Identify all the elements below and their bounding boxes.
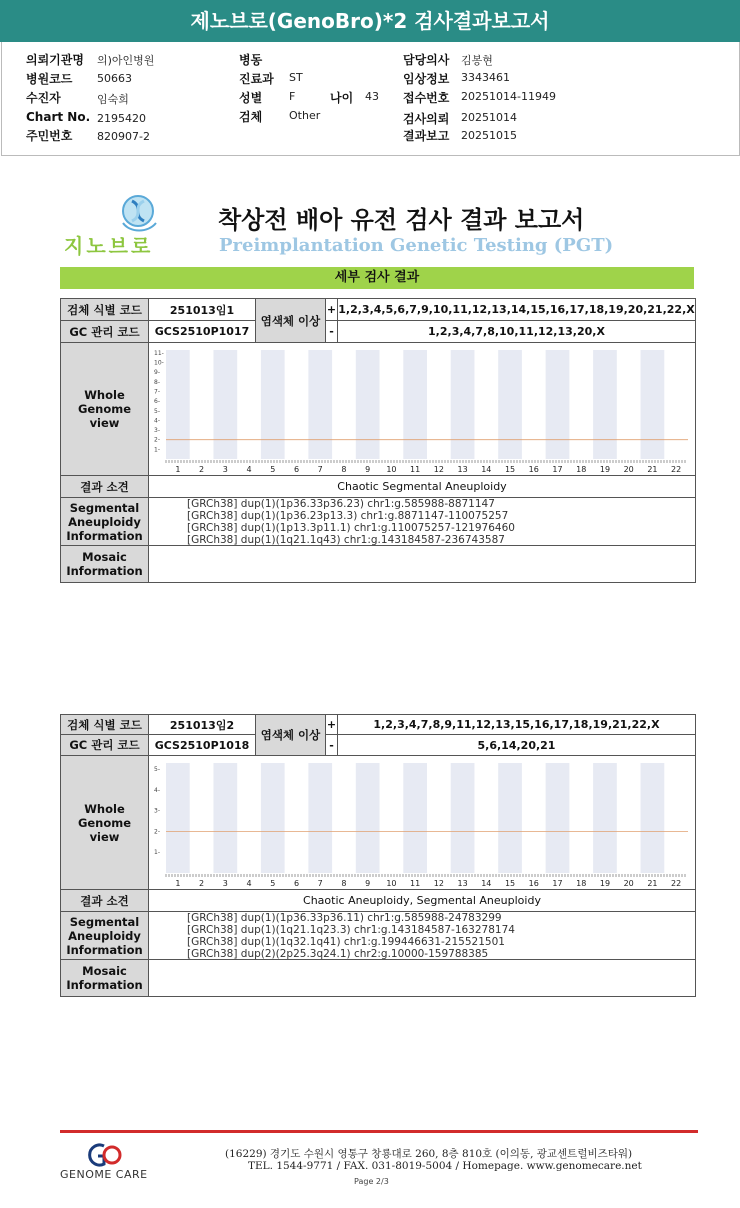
specimen-id-label: 검체 식별 코드 [61,715,149,735]
company-name: GENOME CARE [60,1168,148,1181]
chromosome-abnormality-label: 염색체 이상 [256,715,326,756]
x-tick-label: 5 [270,878,276,888]
x-tick-label: 15 [504,878,516,888]
x-tick-label: 16 [528,878,539,888]
result-label: 결과 소견 [61,890,149,912]
loss-chromosomes: 1,2,3,4,7,8,10,11,12,13,20,X [338,321,695,343]
label-sex: 성별 [239,91,263,105]
chromosome-band [213,350,237,459]
x-tick-label: 2 [199,464,205,474]
label-receipt-no: 접수번호 [403,91,450,105]
chromosome-band [451,763,475,873]
chromosome-band [498,350,522,459]
chromosome-band [356,350,380,459]
x-tick-label: 3 [222,464,228,474]
label-ward: 병동 [239,53,263,67]
x-tick-label: 8 [341,464,347,474]
value-collector: 임숙희 [97,93,129,106]
y-tick-label: 5- [154,407,160,415]
chromosome-band [451,350,475,459]
x-tick-label: 4 [246,464,252,474]
whole-genome-plot-cell [149,756,695,890]
chromosome-band [641,763,665,873]
segmental-label: Segmental Aneuploidy Information [61,912,149,960]
whole-genome-plot [150,757,694,889]
segmental-label: Segmental Aneuploidy Information [61,498,149,546]
genome-care-logo-icon [84,1142,126,1168]
section-title-bar: 세부 검사 결과 [60,267,694,289]
x-tick-label: 18 [576,878,587,888]
chromosome-band [166,763,190,873]
chromosome-band [593,763,617,873]
whole-genome-view-label: Whole Genome view [61,756,149,890]
x-tick-label: 14 [481,878,492,888]
loss-sign: - [326,735,338,756]
chromosome-band [593,350,617,459]
label-collector: 수진자 [26,91,61,105]
label-age: 나이 [330,91,354,105]
x-tick-label: 10 [386,878,397,888]
segmental-info [149,912,695,960]
segmental-line: [GRCh38] dup(1)(1p36.23p13.3) chr1:g.8871147-110075257 [187,509,509,522]
value-chart-no: 2195420 [97,112,146,125]
sample-table-2 [60,714,696,997]
x-tick-label: 11 [410,878,421,888]
value-resident-no: 820907-2 [97,130,150,143]
value-department: ST [289,71,303,84]
x-tick-label: 18 [576,464,587,474]
gc-code-label: GC 관리 코드 [61,735,149,756]
x-tick-label: 8 [341,878,347,888]
x-tick-label: 19 [599,878,611,888]
y-tick-label: 8- [154,378,160,386]
x-tick-label: 20 [623,464,634,474]
y-tick-label: 2- [154,436,160,444]
segmental-line: [GRCh38] dup(1)(1p36.33p36.11) chr1:g.585988-24783299 [187,911,502,924]
company-contact: TEL. 1544-9771 / FAX. 031-8019-5004 / Homepage. www.genomecare.net [248,1160,642,1172]
value-age: 43 [365,90,379,103]
segmental-line: [GRCh38] dup(1)(1q32.1q41) chr1:g.199446631-215521501 [187,935,505,948]
chromosome-band [641,350,665,459]
specimen-id-label: 검체 식별 코드 [61,299,149,321]
company-address: (16229) 경기도 수원시 영통구 창룡대로 260, 8층 810호 (이의동, 광교센트럴비즈타워) [225,1148,633,1160]
y-tick-label: 4- [154,416,160,424]
chromosome-abnormality-label: 염색체 이상 [256,299,326,343]
chromosome-band [261,350,285,459]
page-number: Page 2/3 [354,1177,389,1186]
chromosome-band [213,763,237,873]
result-label: 결과 소견 [61,476,149,498]
x-tick-label: 13 [457,464,468,474]
x-tick-label: 1 [175,878,181,888]
gain-chromosomes: 1,2,3,4,7,8,9,11,12,13,15,16,17,18,19,21,22,X [338,715,695,735]
loss-chromosomes: 5,6,14,20,21 [338,735,695,756]
value-doctor: 김봉현 [461,54,493,67]
x-tick-label: 10 [386,464,397,474]
x-tick-label: 6 [293,464,300,474]
y-tick-label: 7- [154,387,160,395]
value-specimen: Other [289,109,321,122]
whole-genome-view-label: Whole Genome view [61,343,149,476]
segmental-line: [GRCh38] dup(1)(1q21.1q23.3) chr1:g.143184587-163278174 [187,923,515,936]
chromosome-band [166,350,190,459]
x-tick-label: 9 [365,464,371,474]
y-tick-label: 1- [154,848,160,856]
dna-logo-icon [118,193,158,233]
gc-code-value: GCS2510P1018 [149,735,256,756]
label-report-date: 결과보고 [403,129,450,143]
report-header-title: 제노브로(GenoBro)*2 검사결과보고서 [0,0,740,42]
segmental-info [149,498,695,546]
x-tick-label: 7 [317,464,323,474]
x-tick-label: 2 [199,878,205,888]
result-value: Chaotic Segmental Aneuploidy [149,476,695,498]
value-request-date: 20251014 [461,111,517,124]
segmental-line: [GRCh38] dup(2)(2p25.3q24.1) chr2:g.10000-159788385 [187,947,489,960]
chromosome-band [546,350,570,459]
value-sex: F [289,90,296,103]
x-tick-label: 13 [457,878,468,888]
segmental-line: [GRCh38] dup(1)(1p36.33p36.23) chr1:g.585988-8871147 [187,497,495,510]
y-tick-label: 6- [154,397,160,405]
y-tick-label: 1- [154,445,160,453]
chromosome-band [403,763,427,873]
y-tick-label: 3- [154,426,160,434]
y-tick-label: 4- [154,786,160,794]
report-title-english: Preimplantation Genetic Testing (PGT) [219,235,614,256]
label-resident-no: 주민번호 [26,129,73,143]
x-tick-label: 22 [671,878,682,888]
gain-sign: + [326,299,338,321]
x-tick-label: 22 [671,464,682,474]
mosaic-label: Mosaic Information [61,546,149,582]
result-value: Chaotic Aneuploidy, Segmental Aneuploidy [149,890,695,912]
x-tick-label: 4 [246,878,252,888]
x-tick-label: 19 [599,464,611,474]
label-doctor: 담당의사 [403,53,450,67]
chromosome-band [308,350,332,459]
mosaic-value [149,546,695,582]
gc-code-value: GCS2510P1017 [149,321,256,343]
x-tick-label: 17 [552,878,563,888]
brand-logo-text: 지노브로 [64,234,154,258]
segmental-line: [GRCh38] dup(1)(1p13.3p11.1) chr1:g.110075257-121976460 [187,521,515,534]
gain-chromosomes: 1,2,3,4,5,6,7,9,10,11,12,13,14,15,16,17,18,19,20,21,22,X [338,299,695,321]
label-chart-no: Chart No. [26,110,91,124]
patient-info-block [1,42,740,156]
chromosome-band [546,763,570,873]
specimen-id-value: 251013임2 [149,715,256,735]
x-tick-label: 5 [270,464,276,474]
label-institution: 의뢰기관명 [26,53,84,67]
chromosome-band [356,763,380,873]
value-receipt-no: 20251014-11949 [461,90,556,103]
loss-sign: - [326,321,338,343]
label-department: 진료과 [239,72,274,86]
label-clinical-info: 임상정보 [403,72,450,86]
label-hospital-code: 병원코드 [26,72,73,86]
whole-genome-plot [150,344,694,475]
x-tick-label: 21 [647,464,658,474]
value-hospital-code: 50663 [97,72,132,85]
footer-divider [60,1130,698,1133]
x-tick-label: 14 [481,464,492,474]
chromosome-band [261,763,285,873]
value-institution: 의)아인병원 [97,54,155,67]
whole-genome-plot-cell [149,343,695,476]
x-tick-label: 3 [222,878,228,888]
x-tick-label: 1 [175,464,181,474]
x-tick-label: 17 [552,464,563,474]
specimen-id-value: 251013임1 [149,299,256,321]
y-tick-label: 2- [154,827,160,835]
chromosome-band [308,763,332,873]
x-tick-label: 12 [433,464,444,474]
label-request-date: 검사의뢰 [403,112,450,126]
x-tick-label: 9 [365,878,371,888]
x-tick-label: 20 [623,878,634,888]
report-title-korean: 착상전 배아 유전 검사 결과 보고서 [218,206,585,234]
x-tick-label: 15 [504,464,516,474]
sample-table-1 [60,298,696,583]
x-tick-label: 6 [293,878,300,888]
x-tick-label: 7 [317,878,323,888]
chromosome-band [498,763,522,873]
x-tick-label: 21 [647,878,658,888]
gc-code-label: GC 관리 코드 [61,321,149,343]
label-specimen: 검체 [239,110,263,124]
value-clinical-info: 3343461 [461,71,510,84]
mosaic-value [149,960,695,996]
segmental-line: [GRCh38] dup(1)(1q21.1q43) chr1:g.143184587-236743587 [187,533,505,546]
x-tick-label: 16 [528,464,539,474]
y-tick-label: 11- [154,349,164,357]
mosaic-label: Mosaic Information [61,960,149,996]
y-tick-label: 9- [154,368,160,376]
y-tick-label: 5- [154,765,160,773]
y-tick-label: 10- [154,359,164,367]
x-tick-label: 12 [433,878,444,888]
y-tick-label: 3- [154,807,160,815]
value-report-date: 20251015 [461,129,517,142]
gain-sign: + [326,715,338,735]
chromosome-band [403,350,427,459]
x-tick-label: 11 [410,464,421,474]
